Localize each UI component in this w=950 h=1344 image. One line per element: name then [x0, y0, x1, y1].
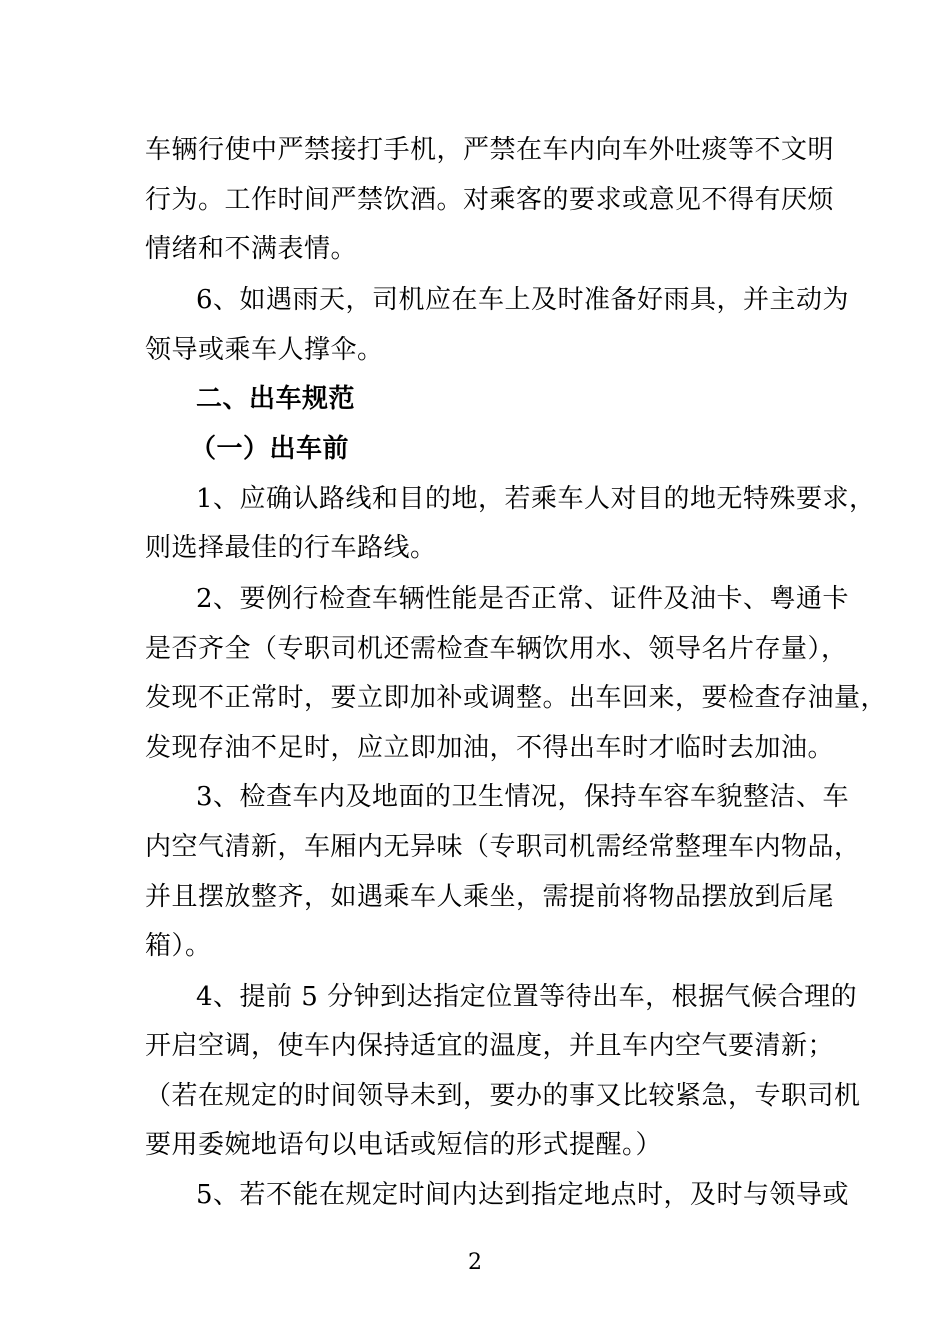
- text-line: 4、提前 5 分钟到达指定位置等待出车，根据气候合理的: [196, 982, 858, 1012]
- text-line: 则选择最佳的行车路线。: [145, 533, 437, 563]
- subsection-heading: （一）出车前: [190, 434, 350, 464]
- text-line: 5、若不能在规定时间内达到指定地点时，及时与领导或: [196, 1180, 850, 1210]
- text-line: 是否齐全（专职司机还需检查车辆饮用水、领导名片存量），: [145, 634, 848, 664]
- text-line: 情绪和不满表情。: [145, 234, 358, 264]
- text-line: 6、如遇雨天，司机应在车上及时准备好雨具，并主动为: [196, 285, 850, 315]
- text-line: 内空气清新，车厢内无异味（专职司机需经常整理车内物品，: [145, 832, 861, 862]
- text-line: 车辆行使中严禁接打手机，严禁在车内向车外吐痰等不文明: [145, 135, 835, 165]
- text-line: 要用委婉地语句以电话或短信的形式提醒。）: [145, 1130, 663, 1160]
- text-line: 发现存油不足时，应立即加油，不得出车时才临时去加油。: [145, 733, 835, 763]
- text-line: 并且摆放整齐，如遇乘车人乘坐，需提前将物品摆放到后尾: [145, 882, 835, 912]
- section-heading: 二、出车规范: [196, 384, 356, 414]
- text-line: 箱）。: [145, 931, 212, 961]
- text-line: 3、检查车内及地面的卫生情况，保持车容车貌整洁、车: [196, 782, 850, 812]
- text-line: 2、要例行检查车辆性能是否正常、证件及油卡、粤通卡: [196, 584, 850, 614]
- text-line: 行为。工作时间严禁饮酒。对乘客的要求或意见不得有厌烦: [145, 185, 835, 215]
- page-number: 2: [468, 1250, 482, 1275]
- text-line: 1、应确认路线和目的地，若乘车人对目的地无特殊要求，: [196, 484, 876, 514]
- text-line: 开启空调，使车内保持适宜的温度，并且车内空气要清新；: [145, 1031, 835, 1061]
- text-line: 领导或乘车人撑伞。: [145, 335, 384, 365]
- text-line: 发现不正常时，要立即加补或调整。出车回来，要检查存油量，: [145, 683, 888, 713]
- text-line: （若在规定的时间领导未到，要办的事又比较紧急，专职司机: [145, 1081, 861, 1111]
